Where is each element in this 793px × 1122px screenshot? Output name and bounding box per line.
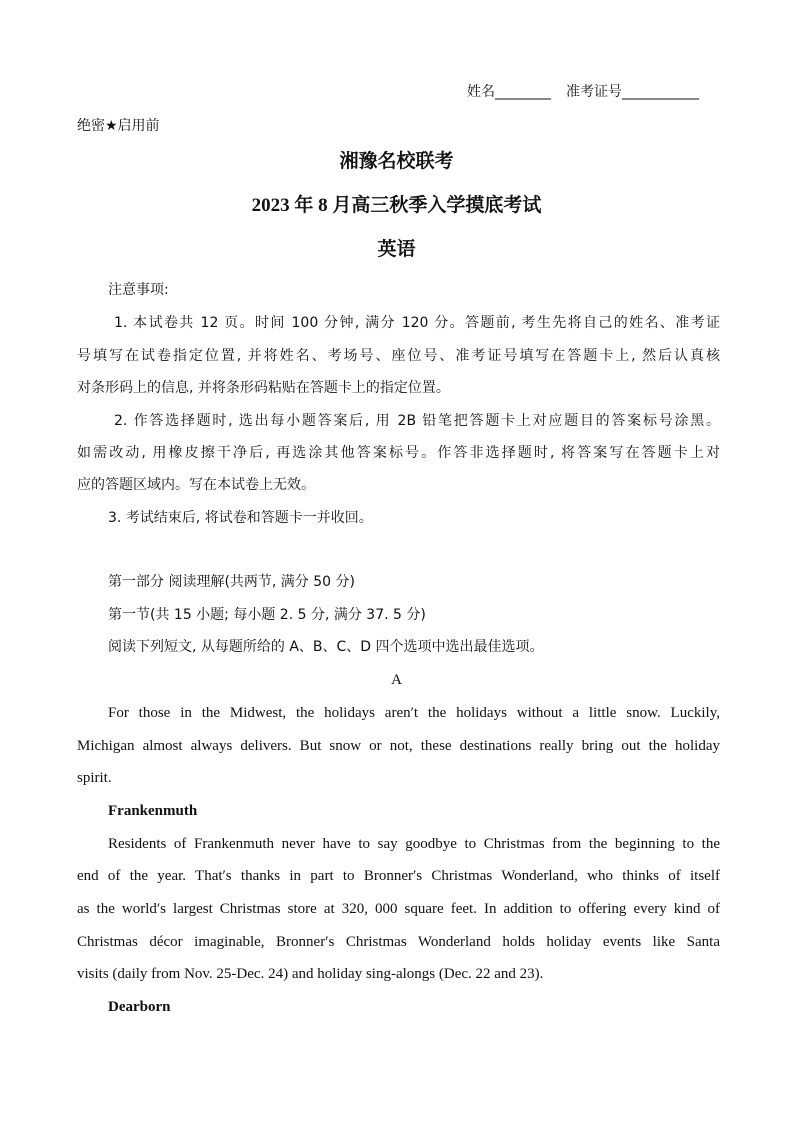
confidential-tag: 绝密★启用前 — [77, 118, 160, 134]
notice-line: 1. 本试卷共 12 页。时间 100 分钟, 满分 120 分。答题前, 考生先将自己的姓名、准考证 — [114, 315, 720, 331]
passage-line: Christmas décor imaginable, Bronner′s Christmas Wonderland holds holiday events like Santa — [77, 934, 720, 950]
passage-line: Residents of Frankenmuth never have to say goodbye to Christmas from the beginning to the — [108, 836, 720, 852]
notice-line: 号填写在试卷指定位置, 并将姓名、考场号、座位号、准考证号填写在答题卡上, 然后认真核 — [77, 348, 720, 364]
passage-line: Michigan almost always delivers. But snow or not, these destinations really bring out the holiday — [77, 738, 720, 754]
section-one-heading: 第一节(共 15 小题; 每小题 2. 5 分, 满分 37. 5 分) — [108, 607, 426, 623]
dearborn-heading: Dearborn — [108, 999, 171, 1015]
school-alliance-title: 湘豫名校联考 — [339, 151, 454, 172]
notice-line: 应的答题区域内。写在本试卷上无效。 — [77, 477, 315, 493]
part-one-heading: 第一部分 阅读理解(共两节, 满分 50 分) — [108, 574, 355, 590]
notice-heading: 注意事项: — [108, 282, 169, 298]
passage-line: end of the year. That′s thanks in part to Bronner′s Christmas Wonderland, who thinks of itself — [77, 868, 720, 884]
subject-title: 英语 — [377, 239, 416, 260]
frankenmuth-heading: Frankenmuth — [108, 803, 198, 819]
exam-title: 2023 年 8 月高三秋季入学摸底考试 — [251, 195, 542, 216]
passage-line: as the world′s largest Christmas store at 320, 000 square feet. In addition to offering every kind of — [77, 901, 720, 917]
notice-line: 如需改动, 用橡皮擦干净后, 再选涂其他答案标号。作答非选择题时, 将答案写在答题卡上对 — [77, 445, 720, 461]
passage-line: visits (daily from Nov. 25-Dec. 24) and holiday sing-alongs (Dec. 22 and 23). — [77, 966, 544, 982]
passage-label: A — [391, 672, 402, 688]
passage-line: For those in the Midwest, the holidays aren′t the holidays without a little snow. Luckily, — [108, 705, 720, 721]
notice-line: 2. 作答选择题时, 选出每小题答案后, 用 2B 铅笔把答题卡上对应题目的答案标号涂黑。 — [114, 413, 720, 429]
name-field-label: 姓名________ — [467, 84, 551, 100]
reading-instruction: 阅读下列短文, 从每题所给的 A、B、C、D 四个选项中选出最佳选项。 — [108, 639, 544, 655]
exam-id-field-label: 准考证号___________ — [566, 84, 699, 100]
notice-line: 对条形码上的信息, 并将条形码粘贴在答题卡上的指定位置。 — [77, 380, 450, 396]
notice-line: 3. 考试结束后, 将试卷和答题卡一并收回。 — [108, 510, 373, 526]
passage-line: spirit. — [77, 770, 112, 786]
